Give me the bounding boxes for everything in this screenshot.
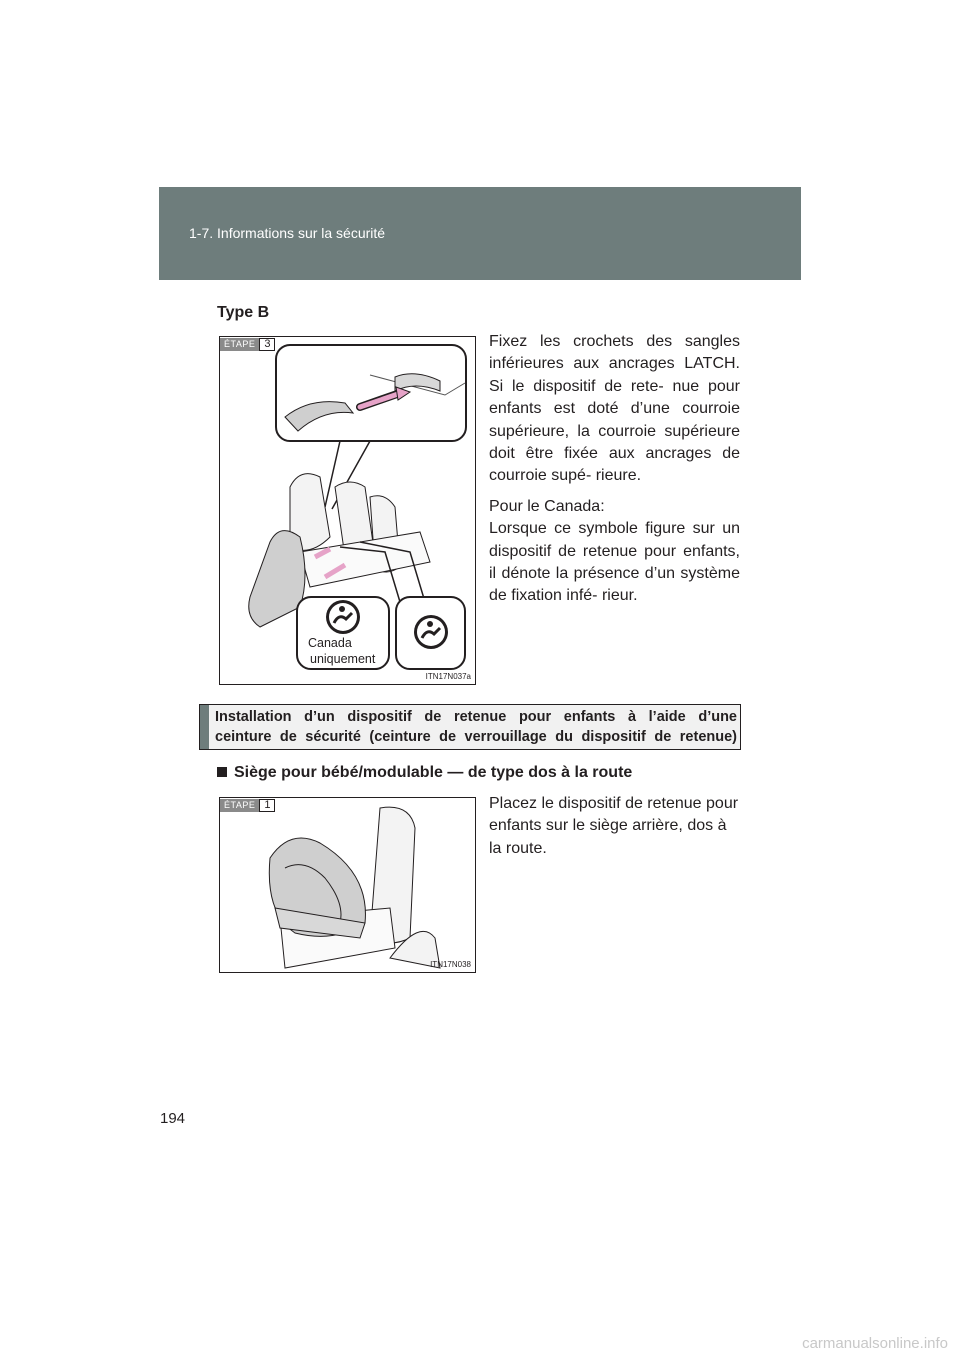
latch-installation-figure <box>219 336 476 685</box>
banner-accent-bar <box>200 705 209 749</box>
page-number: 194 <box>160 1110 186 1127</box>
section-title: 1-7. Informations sur la sécurité <box>189 225 386 241</box>
step-label: ÉTAPE <box>220 338 259 351</box>
rear-facing-seat-figure <box>219 797 476 973</box>
section-banner <box>199 704 741 750</box>
canada-label-line1: Canada <box>308 636 352 650</box>
latch-instructions <box>489 331 740 616</box>
latch-illustration <box>220 337 475 684</box>
canada-paragraph-heading: Pour le Canada: <box>489 497 605 515</box>
figure-code: ITN17N037a <box>425 672 471 681</box>
step-number: 3 <box>259 338 275 351</box>
canada-only-label <box>308 635 375 667</box>
banner-line2: ceinture de sécurité (ceinture de verrouillage du dispositif de retenue) <box>215 729 737 745</box>
rear-facing-instructions <box>489 793 740 868</box>
square-bullet-icon <box>217 767 227 777</box>
section-header-band <box>159 187 801 280</box>
step-number: 1 <box>259 799 275 812</box>
watermark: carmanualsonline.info <box>802 1335 948 1352</box>
banner-title <box>215 707 737 747</box>
type-b-subheading: Type B <box>217 304 270 321</box>
canada-paragraph: Lorsque ce symbole figure sur un dispositif de retenue pour enfants, il dénote la présence d’un système de fixation infé- rieur. <box>489 520 740 605</box>
rear-facing-heading-text: Siège pour bébé/modulable — de type dos à la route <box>234 764 633 781</box>
step-label: ÉTAPE <box>220 799 259 812</box>
latch-paragraph: Fixez les crochets des sangles inférieures aux ancrages LATCH. Si le dispositif de rete- nue pour enfants est doté d’une courroie supérieure, la courroie supérieure doit être fixée aux ancrages de courroie supé- rieure. <box>489 333 740 485</box>
canada-label-line2: uniquement <box>310 652 376 666</box>
rear-facing-illustration <box>220 798 475 972</box>
rear-facing-paragraph: Placez le dispositif de retenue pour enfants sur le siège arrière, dos à la route. <box>489 795 739 857</box>
rear-facing-heading <box>217 764 632 782</box>
banner-line1: Installation d’un dispositif de retenue pour enfants à l’aide d’une <box>215 709 737 725</box>
figure-code: ITN17N038 <box>430 960 471 969</box>
